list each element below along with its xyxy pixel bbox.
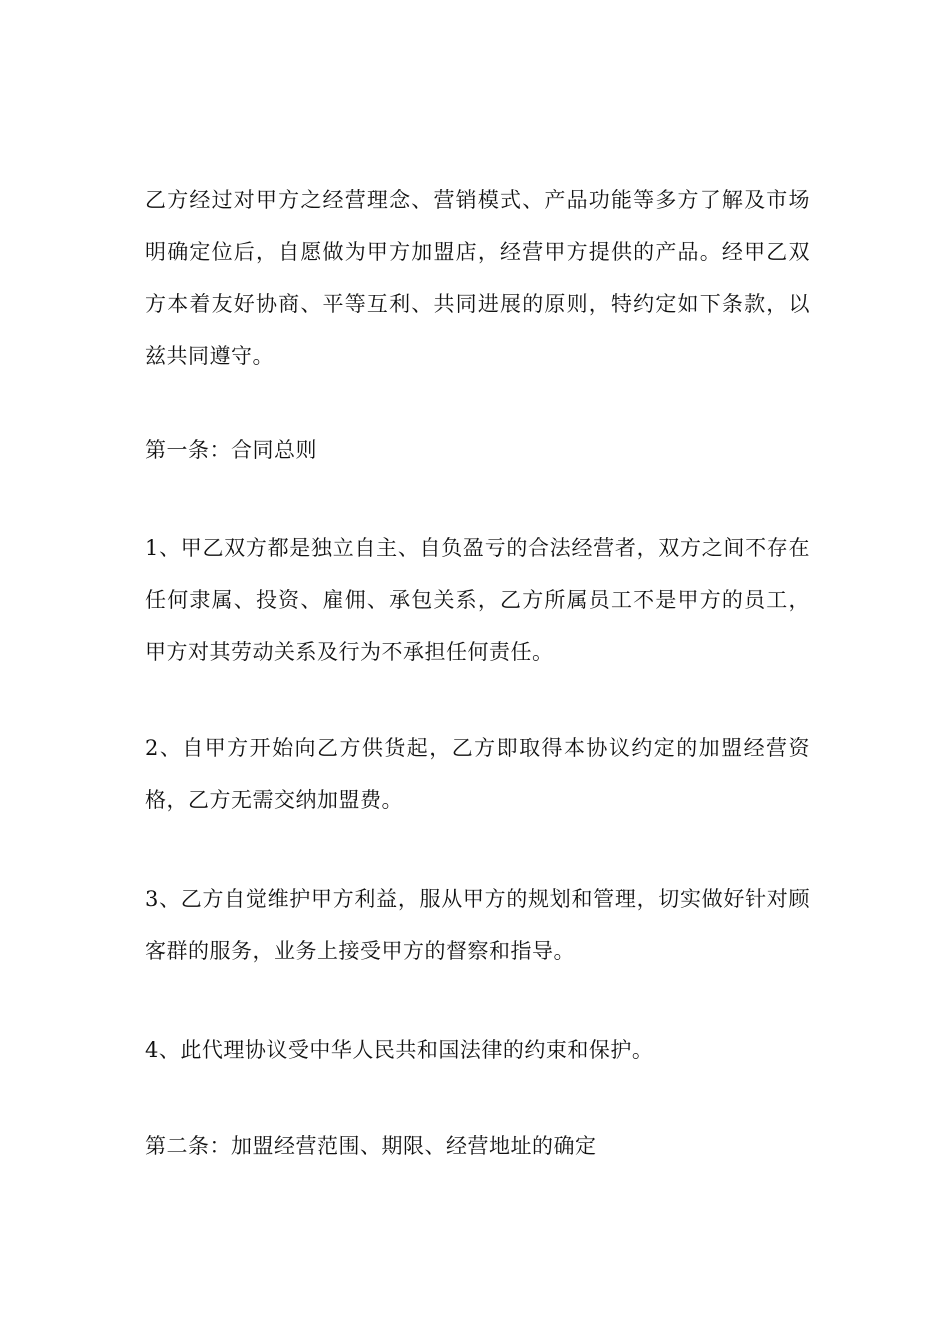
intro-paragraph: 乙方经过对甲方之经营理念、营销模式、产品功能等多方了解及市场明确定位后，自愿做为甲方加盟店，经营甲方提供的产品。经甲乙双方本着友好协商、平等互利、共同进展的原则，特约定如下条款，以兹共同遵守。 — [145, 188, 810, 368]
clause-1-3: 3、乙方自觉维护甲方利益，服从甲方的规划和管理，切实做好针对顾客群的服务，业务上接受甲方的督察和指导。 — [145, 887, 810, 963]
clause-1-4: 4、此代理协议受中华人民共和国法律的约束和保护。 — [145, 1038, 654, 1062]
article-2-heading: 第二条：加盟经营范围、期限、经营地址的确定 — [145, 1134, 597, 1158]
clause-1-2: 2、自甲方开始向乙方供货起，乙方即取得本协议约定的加盟经营资格，乙方无需交纳加盟费。 — [145, 736, 810, 812]
clause-1-1: 1、甲乙双方都是独立自主、自负盈亏的合法经营者，双方之间不存在任何隶属、投资、雇佣、承包关系，乙方所属员工不是甲方的员工，甲方对其劳动关系及行为不承担任何责任。 — [145, 536, 810, 664]
article-1-heading: 第一条：合同总则 — [145, 438, 317, 462]
